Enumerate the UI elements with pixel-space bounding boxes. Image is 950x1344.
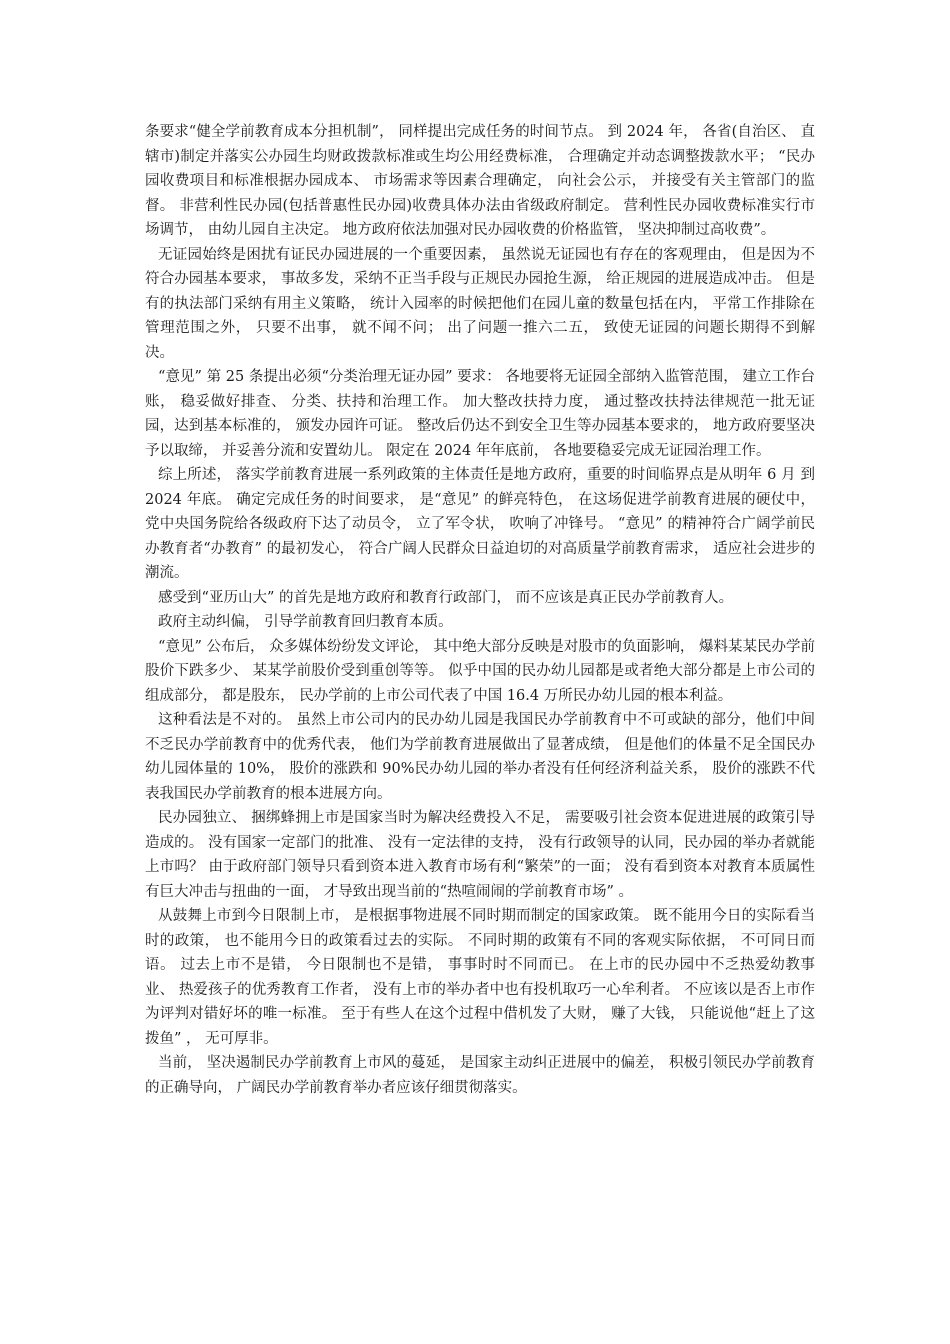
- paragraph: 民办园独立、 捆绑蜂拥上市是国家当时为解决经费投入不足， 需要吸引社会资本促进进展的政策引导造成的。 没有国家一定部门的批准、 没有一定法律的支持， 没有行政领导的认同，民办园的举办者就能上市吗？ 由于政府部门领导只看到资本进入教育市场有利“繁荣”的一面； 没有看到资本对教育本质属性有巨大冲击与扭曲的一面， 才导致出现当前的“热喧闹闹的学前教育市场” 。: [145, 810, 815, 900]
- paragraph: 感受到“亚历山大” 的首先是地方政府和教育行政部门， 而不应该是真正民办学前教育人。: [158, 589, 734, 606]
- paragraph: 政府主动纠偏， 引导学前教育回归教育本质。: [158, 614, 453, 630]
- document-body: [145, 120, 815, 1100]
- paragraph: 从鼓舞上市到今日限制上市， 是根据事物进展不同时期而制定的国家政策。 既不能用今日的实际看当时的政策， 也不能用今日的政策看过去的实际。 不同时期的政策有不同的客观实际依据， 不可同日而语。 过去上市不是错， 今日限制也不是错， 事事时时不同而已。 在上市的民办园中不乏热爱幼教事业、 热爱孩子的优秀教育工作者， 没有上市的举办者中也有投机取巧一心牟利者。 不应该以是否上市作为评判对错好坏的唯一标准。 至于有些人在这个过程中借机发了大财， 赚了大钱， 只能说他“赶上了这拨鱼” ， 无可厚非。: [145, 908, 815, 1047]
- paragraph: 综上所述， 落实学前教育进展一系列政策的主体责任是地方政府，重要的时间临界点是从明年 6 月 到 2024 年底。 确定完成任务的时间要求， 是“意见” 的鲜亮特色， 在这场促进学前教育进展的硬仗中， 党中央国务院给各级政府下达了动员令， 立了军令状， 吹响了冲锋号。 “意见” 的精神符合广阔学前民办教育者“办教育” 的最初发心， 符合广阔人民群众日益迫切的对高质量学前教育需求， 适应社会进步的潮流。: [145, 467, 815, 581]
- paragraph: “意见” 公布后， 众多媒体纷纷发文评论， 其中绝大部分反映是对股市的负面影响， 爆料某某民办学前股价下跌多少、 某某学前股价受到重创等等。 似乎中国的民办幼儿园都是或者绝大部分都是上市公司的组成部分， 都是股东， 民办学前的上市公司代表了中国 16.4 万所民办幼儿园的根本利益。: [145, 638, 815, 704]
- paragraph: 这种看法是不对的。 虽然上市公司内的民办幼儿园是我国民办学前教育中不可或缺的部分，他们中间不乏民办学前教育中的优秀代表， 他们为学前教育进展做出了显著成绩， 但是他们的体量不足全国民办幼儿园体量的 10%， 股价的涨跌和 90%民办幼儿园的举办者没有任何经济利益关系， 股价的涨跌不代表我国民办学前教育的根本进展方向。: [145, 712, 815, 802]
- paragraph: “意见” 第 25 条提出必须“分类治理无证办园” 要求： 各地要将无证园全部纳入监管范围， 建立工作台账， 稳妥做好排查、 分类、扶持和治理工作。 加大整改扶持力度， 通过整改扶持法律规范一批无证园，达到基本标准的， 颁发办园许可证。 整改后仍达不到安全卫生等办园基本要求的， 地方政府要坚决予以取缔， 并妥善分流和安置幼儿。 限定在 2024 年年底前， 各地要稳妥完成无证园治理工作。: [145, 369, 815, 459]
- paragraph: 条要求“健全学前教育成本分担机制”， 同样提出完成任务的时间节点。 到 2024 年， 各省(自治区、 直辖市)制定并落实公办园生均财政拨款标准或生均公用经费标准， 合理确定并动态调整拨款水平； “民办园收费项目和标准根据办园成本、 市场需求等因素合理确定， 向社会公示， 并接受有关主管部门的监督。 非营利性民办园(包括普惠性民办园)收费具体办法由省级政府制定。 营利性民办园收费标准实行市场调节， 由幼儿园自主决定。 地方政府依法加强对民办园收费的价格监管， 坚决抑制过高收费”。: [145, 124, 815, 238]
- paragraph: 当前， 坚决遏制民办学前教育上市风的蔓延， 是国家主动纠正进展中的偏差， 积极引领民办学前教育的正确导向， 广阔民办学前教育举办者应该仔细贯彻落实。: [145, 1055, 815, 1096]
- paragraph: 无证园始终是困扰有证民办园进展的一个重要因素， 虽然说无证园也有存在的客观理由， 但是因为不符合办园基本要求， 事故多发，采纳不正当手段与正规民办园抢生源， 给正规园的进展造成冲击。 但是有的执法部门采纳有用主义策略， 统计入园率的时候把他们在园儿童的数量包括在内， 平常工作排除在管理范围之外， 只要不出事， 就不闻不问； 出了问题一推六二五， 致使无证园的问题长期得不到解决。: [145, 246, 815, 361]
